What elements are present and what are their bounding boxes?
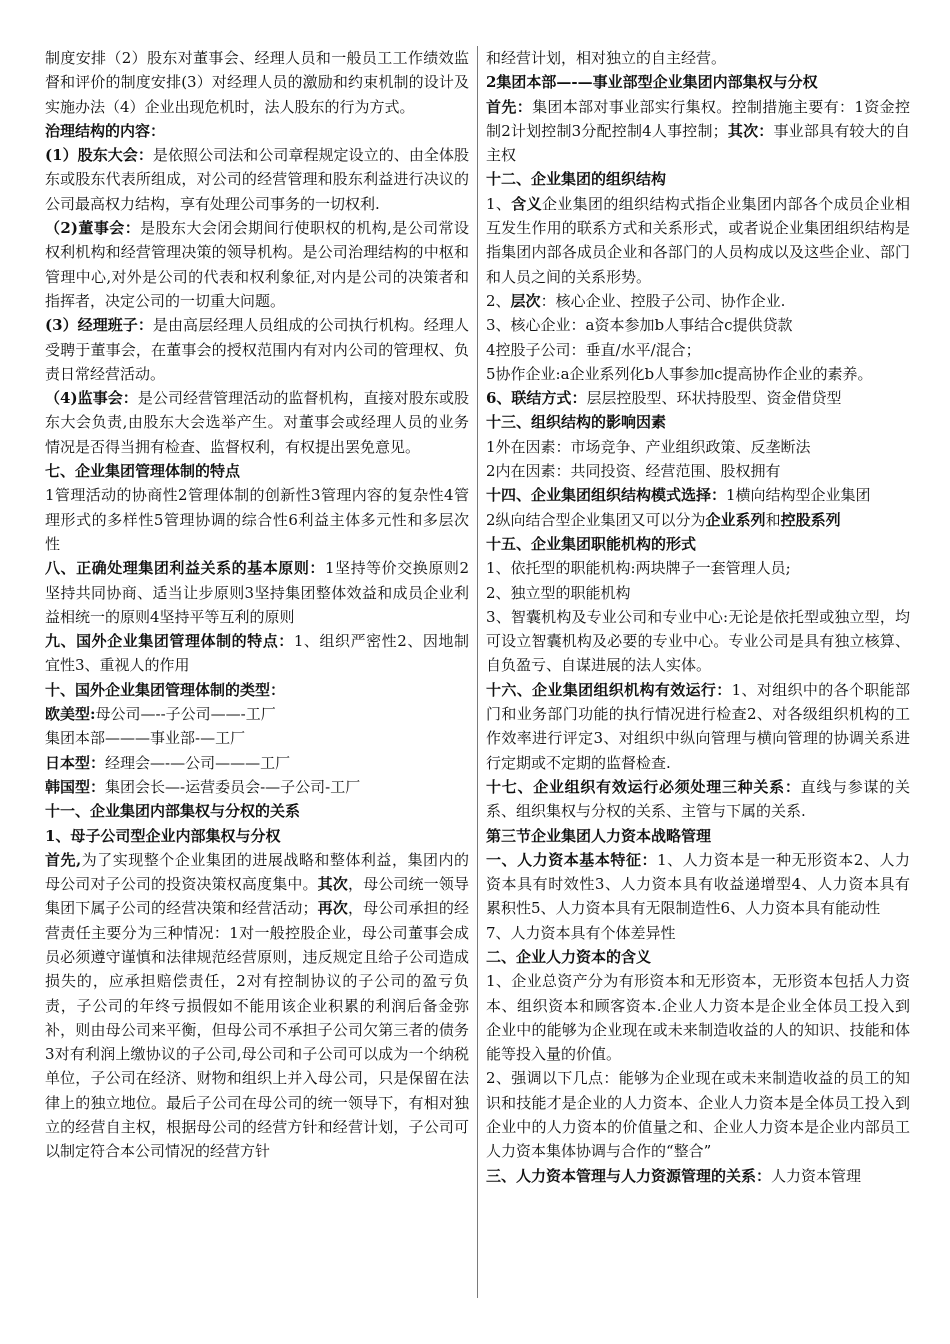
right-paragraph [486, 848, 910, 921]
right-paragraph [486, 95, 910, 168]
left-paragraph [45, 556, 469, 629]
left-paragraph [45, 751, 469, 775]
left-paragraph [45, 726, 469, 750]
right-column [478, 46, 910, 1298]
right-paragraph [486, 46, 910, 70]
left-paragraph [45, 119, 469, 143]
body-text: 1坚持等价交换原则2坚持共同协商、适当让步原则3坚持集团整体效益和成员企业利益相统一的原则4坚持平等互利的原则 [45, 559, 469, 626]
body-text: 人力资本管理 [771, 1166, 862, 1185]
left-paragraph [45, 775, 469, 799]
bold-text: 十、国外企业集团管理体制的类型： [45, 680, 286, 699]
body-text: 7、人力资本具有个体差异性 [486, 923, 676, 942]
right-paragraph [486, 824, 910, 848]
bold-text: 治理结构的内容： [45, 121, 166, 140]
bold-text: 韩国型： [45, 777, 106, 796]
bold-text: 十四、企业集团组织结构模式选择： [486, 486, 727, 505]
bold-text: 控股系列 [780, 510, 841, 529]
right-paragraph [486, 1066, 910, 1163]
bold-text: 欧美型: [45, 705, 96, 724]
bold-text: 九、国外企业集团管理体制的特点： [45, 632, 294, 651]
body-text: 2、强调以下几点：能够为企业现在或未来制造收益的员工的知识和技能才是企业的人力资本、企业人力资本是全体员工投入到企业中的人力资本的价值量之和、企业人力资本是企业内部员工人力资本集体协调与合作的“整合” [486, 1069, 910, 1161]
body-text: 3、智囊机构及专业公司和专业中心:无论是依托型或独立型，均可设立智囊机构及必要的专业中心。专业公司是具有独立核算、自负盈亏、自谋进展的法人实体。 [486, 607, 910, 675]
right-paragraph [486, 459, 910, 483]
right-paragraph [486, 969, 910, 1066]
bold-text: 6、联结方式： [486, 389, 587, 408]
body-text: 5协作企业:a企业系列化b人事参加c提高协作企业的素养。 [486, 364, 873, 383]
body-text: 1、 [486, 194, 512, 213]
left-paragraph [45, 629, 469, 678]
body-text: 层层控股型、环状持股型、资金借贷型 [586, 389, 842, 408]
bold-text: (1）股东大会： [45, 146, 153, 165]
body-text: 1外在因素：市场竞争、产业组织政策、反垄断法 [486, 437, 811, 456]
bold-text: 一、人力资本基本特征： [486, 850, 658, 869]
body-text: 母公司—--子公司——-工厂 [95, 705, 276, 724]
body-text: 集团会长—-运营委员会-—子公司-工厂 [105, 777, 361, 796]
right-paragraph [486, 338, 910, 362]
right-paragraph [486, 1164, 910, 1188]
left-paragraph [45, 483, 469, 556]
left-paragraph [45, 799, 469, 823]
bold-text: (3）经理班子： [45, 316, 153, 335]
left-paragraph [45, 143, 469, 216]
body-text: 3、核心企业：a资本参加b人事结合c提供贷款 [486, 316, 793, 335]
bold-text: 再次 [317, 899, 348, 918]
bold-text: 十三、组织结构的影响因素 [486, 413, 667, 432]
bold-text: 首先, [45, 850, 82, 869]
left-paragraph [45, 848, 469, 1164]
left-paragraph [45, 216, 469, 313]
right-paragraph [486, 70, 910, 94]
left-paragraph [45, 824, 469, 848]
right-paragraph [486, 508, 910, 532]
bold-text: 十七、企业组织有效运行必须处理三种关系： [486, 777, 801, 796]
right-paragraph [486, 945, 910, 969]
bold-text: 层次 [510, 291, 541, 310]
bold-text: 其次： [727, 121, 774, 140]
bold-text: 七、企业集团管理体制的特点 [45, 462, 241, 481]
body-text: 经理会—-—公司———工厂 [105, 753, 291, 772]
right-paragraph [486, 532, 910, 556]
body-text: 2纵向结合型企业集团又可以分为 [486, 510, 706, 529]
left-paragraph [45, 46, 469, 119]
bold-text: 十一、企业集团内部集权与分权的关系 [45, 802, 301, 821]
right-paragraph [486, 192, 910, 289]
body-text: 2、 [486, 291, 511, 310]
body-text: 1管理活动的协商性2管理体制的创新性3管理内容的复杂性4管理形式的多样性5管理协调的综合性6利益主体多元性和多层次性 [45, 486, 469, 553]
bold-text: 1、母子公司型企业内部集权与分权 [45, 826, 281, 845]
body-text: 1横向结构型企业集团 [726, 486, 871, 505]
body-text: 2内在因素：共同投资、经营范围、股权拥有 [486, 462, 781, 481]
body-text: 为了实现整个企业集团的进展战略和整体利益，集团内的母公司对子公司的投资决策权高度集中。 [45, 850, 469, 894]
body-text: 是公司经营管理活动的监督机构，直接对股东或股东大会负责,由股东大会选举产生。对董事会或经理人员的业务情况是否得当拥有检查、监督权利，有权提出罢免意见。 [45, 389, 469, 456]
left-column [45, 46, 477, 1298]
bold-text: 十五、企业集团职能机构的形式 [486, 534, 697, 553]
body-text: 4控股子公司：垂直/水平/混合； [486, 340, 701, 359]
bold-text: 八、正确处理集团利益关系的基本原则： [45, 559, 325, 578]
right-paragraph [486, 556, 910, 580]
right-paragraph [486, 167, 910, 191]
right-paragraph [486, 775, 910, 824]
body-text: 1、组织严密性2、因地制宜性3、重视人的作用 [45, 632, 469, 675]
body-text: 是股东大会闭会期间行使职权的机构,是公司常设权利机构和经营管理决策的领导机构。是公司治理结构的中枢和管理中心,对外是公司的代表和权利象征,对内是公司的决策者和指挥者，决定公司的一切重大问题。 [45, 219, 469, 310]
right-paragraph [486, 386, 910, 410]
body-text: ，母公司承担的经营责任主要分为三种情况：1对一般控股企业，母公司董事会成员必须遵守谨慎和法律规范经营原则，违反规定且给子公司造成损失的，应承担赔偿责任，2对有控制协议的子公司的盈亏负责，子公司的年终亏损假如不能用该企业积累的利润后备金弥补，则由母公司来平衡，但母公司不承担子公司欠第三者的债务3对有利润上缴协议的子公司,母公司和子公司可以成为一个纳税单位，子公司在经济、财物和组织上并入母公司，只是保留在法律上的独立地位。最后子公司在母公司的统一领导下，有相对独立的经营自主权，根据母公司的经营方针和经营计划，子公司可以制定符合本公司情况的经营方针 [45, 899, 469, 1161]
bold-text: 第三节企业集团人力资本战略管理 [486, 826, 712, 845]
bold-text: 含义 [511, 194, 542, 213]
right-paragraph [486, 313, 910, 337]
two-column-body [45, 46, 910, 1298]
body-text: 1、人力资本是一种无形资本2、人力资本具有时效性3、人力资本具有收益递增型4、人力资本具有累积性5、人力资本具有无限制造性6、人力资本具有能动性 [486, 850, 910, 918]
bold-text: 日本型： [45, 753, 106, 772]
body-text: 1、企业总资产分为有形资本和无形资本，无形资本包括人力资本、组织资本和顾客资本.企业人力资本是企业全体员工投入到企业中的能够为企业现在或未来制造收益的人的知识、技能和体能等投入量的价值。 [486, 972, 910, 1064]
left-paragraph [45, 678, 469, 702]
right-paragraph [486, 362, 910, 386]
left-paragraph [45, 313, 469, 386]
bold-text: 首先： [486, 97, 533, 116]
right-paragraph [486, 921, 910, 945]
right-paragraph [486, 410, 910, 434]
bold-text: 企业系列 [705, 510, 766, 529]
body-text: 2、独立型的职能机构 [486, 583, 631, 602]
left-paragraph [45, 459, 469, 483]
left-paragraph [45, 386, 469, 459]
bold-text: 三、人力资本管理与人力资源管理的关系： [486, 1166, 772, 1185]
body-text: 集团本部对事业部实行集权。控制措施主要有：1资金控制2计划控制3分配控制4人事控制； [486, 97, 910, 140]
body-text: 制度安排（2）股东对董事会、经理人员和一般员工工作绩效监督和评价的制度安排(3）对经理人员的激励和约束机制的设计及实施办法（4）企业出现危机时，法人股东的行为方式。 [45, 49, 469, 116]
body-text: 和经营计划，相对独立的自主经营。 [486, 49, 727, 67]
left-paragraph [45, 702, 469, 726]
body-text: 集团本部———事业部-—工厂 [45, 729, 246, 748]
bold-text: 二、企业人力资本的含义 [486, 947, 652, 966]
body-text: 企业集团的组织结构式指企业集团内部各个成员企业相互发生作用的联系方式和关系形式，或者说企业集团组织结构是指集团内部各成员企业和各部门的人员构成以及这些企业、部门和人员之间的关系形势。 [486, 194, 910, 286]
body-text: 直线与参谋的关系、组织集权与分权的关系、主管与下属的关系. [486, 777, 910, 821]
body-text: ，母公司统一领导集团下属子公司的经营决策和经营活动； [45, 875, 469, 918]
right-paragraph [486, 289, 910, 313]
body-text: 事业部具有较大的自主权 [486, 121, 910, 165]
body-text: 是由高层经理人员组成的公司执行机构。经理人受聘于董事会，在董事会的授权范围内有对内公司的管理权、负责日常经营活动。 [45, 316, 469, 383]
body-text: 和 [765, 510, 781, 529]
right-paragraph [486, 581, 910, 605]
bold-text: （4)监事会： [45, 389, 138, 408]
bold-text: 2集团本部—-—事业部型企业集团内部集权与分权 [486, 73, 818, 92]
body-text: 1、依托型的职能机构:两块牌子一套管理人员; [486, 559, 791, 578]
body-text: ：核心企业、控股子公司、协作企业. [540, 291, 786, 310]
right-paragraph [486, 605, 910, 678]
body-text: 1、对组织中的各个职能部门和业务部门功能的执行情况进行检查2、对各级组织机构的工作效率进行评定3、对组织中纵向管理与横向管理的协调关系进行定期或不定期的监督检查. [486, 680, 910, 772]
body-text: 是依照公司法和公司章程规定设立的、由全体股东或股东代表所组成，对公司的经营管理和股东利益进行决议的公司最高权力结构，享有处理公司事务的一切权利. [45, 146, 469, 213]
right-paragraph [486, 678, 910, 775]
bold-text: （2)董事会： [45, 219, 141, 238]
right-paragraph [486, 483, 910, 507]
bold-text: 十二、企业集团的组织结构 [486, 170, 667, 189]
bold-text: 其次 [317, 875, 348, 894]
bold-text: 十六、企业集团组织机构有效运行： [486, 680, 732, 699]
right-paragraph [486, 435, 910, 459]
